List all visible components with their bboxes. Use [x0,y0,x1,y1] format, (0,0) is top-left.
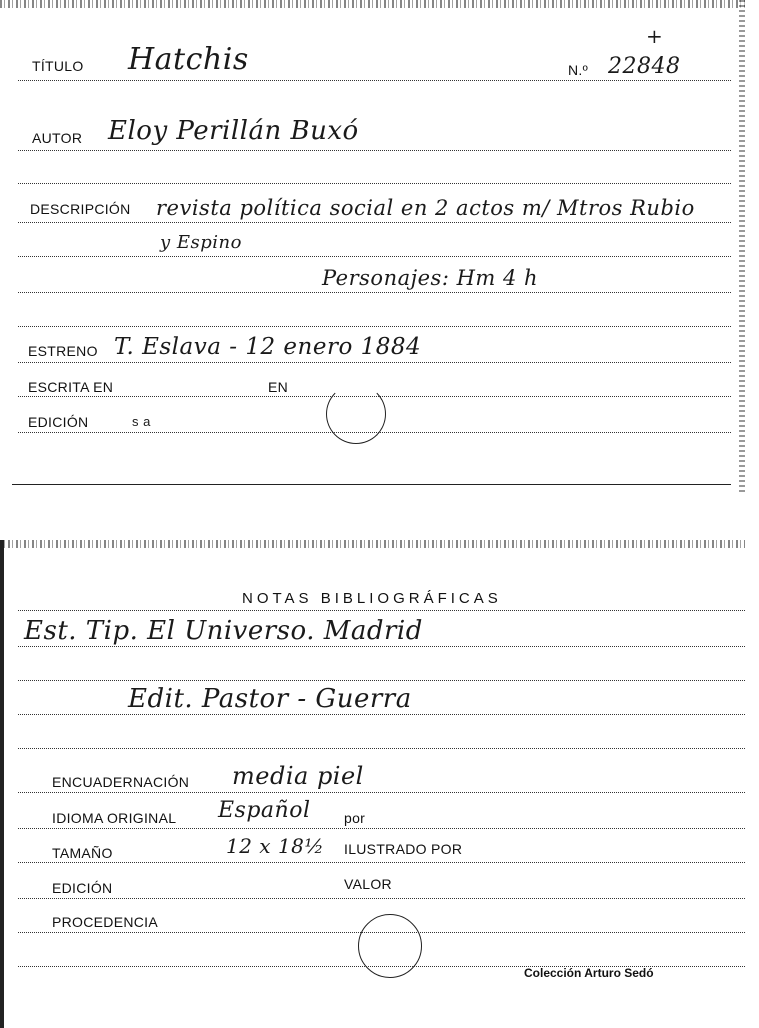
card-bottom-edge [12,484,731,485]
por-label: por [344,810,366,826]
rule [18,326,731,327]
rule [18,828,745,829]
coleccion-credit: Colección Arturo Sedó [524,966,654,980]
titulo-label: TÍTULO [32,58,84,74]
tamano-value: 12 x 18½ [226,834,325,858]
catalog-card-top [0,0,745,495]
estreno-label: ESTRENO [28,343,98,359]
personajes-value: Personajes: Hm 4 h [322,266,539,290]
card-left-edge [0,540,4,1028]
rule [18,610,745,611]
rule [18,646,745,647]
card-torn-edge [0,0,745,8]
tamano-label: TAMAÑO [52,845,113,861]
descripcion-line2: y Espino [160,232,242,253]
library-stamp [358,914,422,978]
descripcion-label: DESCRIPCIÓN [30,201,131,217]
rule [18,222,731,223]
numero-value: 22848 [608,54,681,79]
library-stamp [326,384,386,444]
edicion-label: EDICIÓN [28,414,89,430]
idioma-original-label: IDIOMA ORIGINAL [52,810,177,826]
rule [18,748,745,749]
encuadernacion-value: media piel [232,762,364,790]
encuadernacion-label: ENCUADERNACIÓN [52,774,190,790]
estreno-value: T. Eslava - 12 enero 1884 [114,334,422,360]
rule [18,792,745,793]
notas-line2: Edit. Pastor - Guerra [128,684,412,714]
procedencia-label: PROCEDENCIA [52,914,158,930]
rule [18,680,745,681]
rule [18,292,731,293]
rule [18,362,731,363]
titulo-value: Hatchis [128,42,249,77]
edicion-value: s a [132,414,151,429]
escrita-en-label: ESCRITA EN [28,379,114,395]
rule [18,150,731,151]
numero-mark: + [646,24,664,48]
autor-value: Eloy Perillán Buxó [108,116,359,146]
idioma-original-value: Español [218,798,311,823]
rule [18,862,745,863]
descripcion-line1: revista política social en 2 actos m/ Mtros Rubio [156,196,695,220]
rule [18,714,745,715]
edicion-label-bottom: EDICIÓN [52,880,113,896]
numero-label: N.º [568,62,589,78]
notas-bibliograficas-title: NOTAS BIBLIOGRÁFICAS [242,590,502,607]
rule [18,898,745,899]
autor-label: AUTOR [32,130,83,146]
en-label: EN [268,379,289,395]
rule [18,256,731,257]
rule [18,183,731,184]
card-torn-edge [0,540,745,548]
card-right-edge [739,0,745,495]
rule [18,80,731,81]
valor-label: VALOR [344,876,392,892]
ilustrado-por-label: ILUSTRADO POR [344,841,463,857]
notas-line1: Est. Tip. El Universo. Madrid [24,616,423,646]
